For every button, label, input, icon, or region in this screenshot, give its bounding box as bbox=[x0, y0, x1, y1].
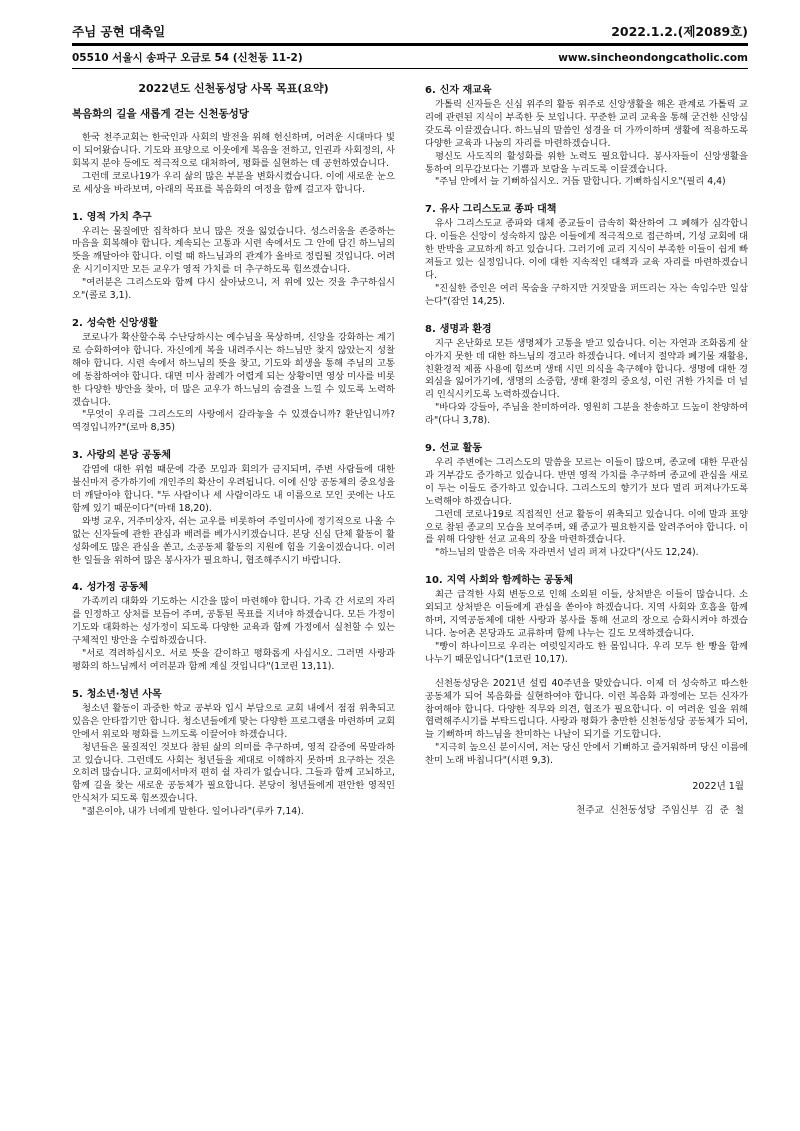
header-address: 05510 서울시 송파구 오금로 54 (신천동 11-2) bbox=[72, 52, 303, 64]
scripture-quote: "진실한 증인은 여러 목숨을 구하지만 거짓말을 퍼뜨리는 자는 속임수만 일삼는다"(잠언 14,25). bbox=[425, 282, 748, 307]
section-paragraph: 평신도 사도직의 활성화를 위한 노력도 필요합니다. 봉사자들이 신앙생활을 통하여 의무감보다는 기쁨과 보람을 누리도록 이끌겠습니다. bbox=[425, 150, 748, 175]
document-title: 2022년도 신천동성당 사목 목표(요약) bbox=[138, 82, 329, 95]
section-heading bbox=[72, 208, 395, 223]
section-6 bbox=[425, 81, 748, 189]
section-2 bbox=[72, 314, 395, 435]
section-number: 3. bbox=[72, 450, 83, 462]
section-10 bbox=[425, 571, 748, 666]
section-title: 유사 그리스도교 종파 대책 bbox=[439, 204, 557, 216]
section-heading bbox=[425, 81, 748, 96]
section-paragraph: 지구 온난화로 모든 생명체가 고통을 받고 있습니다. 이는 자연과 조화롭게 살아가지 못한 데 대한 하느님의 경고라 하겠습니다. 에너지 절약과 폐기물 재활용, 친환경적 제품 사용에 힘쓰며 생태 시민 의식을 촉구해야 합니다. 생명에 대한 경외심을 잃어가기에, 생명의 소중함, 생태 환경의 중요성, 이런 귀한 가치를 더 널리 인식시키도록 노력하겠습니다. bbox=[425, 337, 748, 401]
section-title: 신자 재교육 bbox=[439, 85, 492, 96]
section-paragraph: 유사 그리스도교 종파와 대체 종교들이 급속히 확산하여 그 폐해가 심각합니다. 이들은 신앙이 성숙하지 않은 이들에게 적극적으로 접근하며, 기성 교회에 대한 반박을 교묘하게 하고 있습니다. 그러기에 교리 지식이 부족한 이들이 쉽게 빠져들고 있는 실정입니다. 이에 대한 지속적인 대책과 교육 자리를 마련하겠습니다. bbox=[425, 218, 748, 281]
section-heading bbox=[72, 314, 395, 329]
header-sub bbox=[72, 46, 748, 68]
section-heading bbox=[72, 685, 395, 700]
right-column bbox=[425, 75, 748, 830]
header-website[interactable]: www.sincheondongcatholic.com bbox=[558, 51, 748, 64]
section-paragraph: 우리는 물질에만 집착하다 보니 많은 것을 잃었습니다. 성스러움을 존중하는 마음을 회복해야 합니다. 계속되는 고통과 시련 속에서도 그 안에 담긴 하느님의 뜻을 깨달아야 합니다. 이럴 때 하느님과의 관계가 올바로 정립될 것입니다. 어려운 시기이지만 모든 교우가 영적 가치를 더 추구하도록 힘쓰겠습니다. bbox=[72, 225, 395, 276]
scripture-quote: "젊은이야, 내가 너에게 말한다. 일어나라"(루카 7,14). bbox=[82, 806, 304, 818]
section-paragraph: 가톨릭 신자들은 신심 위주의 활동 위주로 신앙생활을 해온 관계로 가톨릭 교리에 관련된 지식이 부족한 듯 보입니다. 꾸준한 교리 교육을 통해 굳건한 신앙심 갖도록 이끌겠습니다. 하느님의 말씀인 성경을 더 가까이하며 생활에 적용하도록 다양한 교육과 나눔의 자리를 마련하겠습니다. bbox=[425, 99, 748, 149]
section-heading bbox=[72, 578, 395, 593]
content-columns bbox=[72, 75, 748, 830]
section-number: 4. bbox=[72, 582, 83, 594]
section-9 bbox=[425, 439, 748, 560]
section-heading bbox=[425, 320, 748, 335]
section-title: 성가정 공동체 bbox=[86, 582, 149, 594]
section-title: 사랑의 본당 공동체 bbox=[86, 450, 172, 462]
section-title: 성숙한 신앙생활 bbox=[86, 317, 158, 329]
closing-quote: "지극히 높으신 분이시여, 저는 당신 안에서 기뻐하고 즐거워하며 당신 이름에 찬미 노래 바칩니다"(시편 9,3). bbox=[425, 742, 748, 767]
section-7 bbox=[425, 200, 748, 308]
left-column bbox=[72, 75, 395, 830]
section-number: 6. bbox=[425, 85, 436, 96]
closing-signature: 천주교 신천동성당 주임신부 김 준 철 bbox=[576, 805, 744, 817]
scripture-quote: "빵이 하나이므로 우리는 여럿일지라도 한 몸입니다. 우리 모두 한 빵을 함께 나누기 때문입니다"(1코린 10,17). bbox=[425, 640, 748, 665]
section-title: 청소년·청년 사목 bbox=[86, 688, 162, 700]
section-number: 2. bbox=[72, 317, 83, 329]
closing-paragraph: 신천동성당은 2021년 설립 40주년을 맞았습니다. 이제 더 성숙하고 따스한 공동체가 되어 복음화를 실현하여야 합니다. 이런 복음화 과정에는 모든 신자가 참여해야 합니다. 다양한 직무와 의견, 협조가 필요합니다. 이 여려운 일을 위해 협력해주시기를 부탁드립니다. 사랑과 평화가 충만한 신천동성당 공동체가 되어, 늘 기뻐하며 하느님을 찬미하는 나날이 되기를 기도합니다. bbox=[425, 677, 748, 741]
section-paragraph: 그런데 코로나19로 직접적인 선교 활동이 위축되고 있습니다. 이에 말과 표양으로 참된 종교의 모습을 보여주며, 왜 종교가 필요한지를 알려주어야 합니다. 이를 위해 다양한 선교 교육의 장을 마련하겠습니다. bbox=[425, 508, 748, 546]
section-5 bbox=[72, 685, 395, 819]
scripture-quote: "여러분은 그리스도와 함께 다시 살아났으니, 저 위에 있는 것을 추구하십시오"(콜로 3,1). bbox=[72, 277, 395, 302]
section-number: 7. bbox=[425, 204, 436, 216]
section-title: 영적 가치 추구 bbox=[86, 211, 152, 223]
closing-date: 2022년 1월 bbox=[692, 781, 744, 793]
bulletin-page bbox=[72, 22, 748, 830]
intro-section bbox=[72, 132, 395, 197]
section-number: 8. bbox=[425, 323, 436, 335]
section-paragraph: 와병 교우, 거주미상자, 쉬는 교우를 비롯하여 주일미사에 정기적으로 나올 수 없는 신자들에 관한 관심과 배려를 베가시키겠습니다. 본당 신심 단체 활동이 활성화에도 많은 관심을 쏟고, 소공동체 활동의 지원에 힘을 기울이겠습니다. 이러한 일들을 위하여 많은 봉사자가 필요하니, 협조해주시기 바랍니다. bbox=[72, 515, 395, 566]
section-title: 지역 사회와 함께하는 공동체 bbox=[446, 575, 574, 587]
header-issue: 2022.1.2.(제2089호) bbox=[611, 24, 748, 39]
section-paragraph: 청소년 활동이 과중한 학교 공부와 입시 부담으로 교회 내에서 점점 위축되고 있음은 안타깝기만 합니다. 청소년들에게 맞는 다양한 프로그램을 마련하며 교회 안에서 위로와 평화를 느끼도록 이끌어야 하겠습니다. bbox=[72, 702, 395, 740]
scripture-quote: "바다와 강들아, 주님을 찬미하여라. 영원히 그분을 찬송하고 드높이 찬양하여라"(다니 3,78). bbox=[425, 402, 748, 427]
section-heading bbox=[425, 571, 748, 586]
section-paragraph: 감염에 대한 위험 때문에 각종 모임과 회의가 금지되며, 주변 사람들에 대한 불신마저 증가하기에 개인주의 확산이 우려됩니다. 이에 신앙 공동체의 중요성을 더 깨달아야 합니다. "두 사람이나 세 사람이라도 내 이름으로 모인 곳에는 나도 함께 있기 때문이다"(마태 18,20). bbox=[72, 464, 395, 514]
header-top bbox=[72, 22, 748, 43]
section-8 bbox=[425, 320, 748, 428]
section-paragraph: 우리 주변에는 그리스도의 말씀을 모르는 이들이 많으며, 종교에 대한 무관심과 거부감도 증가하고 있습니다. 반면 영적 가치를 추구하며 종교에 관심을 새로이 두는 이들도 증가하고 있습니다. 그리스도의 향기가 보다 멀리 퍼져나가도록 노력해야 하겠습니다. bbox=[425, 457, 748, 507]
header-rule-thin bbox=[72, 68, 748, 69]
section-heading bbox=[425, 439, 748, 454]
section-number: 10. bbox=[425, 575, 443, 587]
section-paragraph: 가족끼리 대화와 기도하는 시간을 많이 마련해야 합니다. 가족 간 서로의 자리를 인정하고 상처를 보듬어 주며, 공통된 목표를 지녀야 하겠습니다. 모든 가정이 기도와 대화하는 성가정이 되도록 다양한 교육과 함께 가정에서 실천할 수 있는 구체적인 방안을 수립하겠습니다. bbox=[72, 596, 395, 647]
section-number: 9. bbox=[425, 443, 436, 455]
section-paragraph: 코로나가 확산할수록 수난당하시는 예수님을 묵상하며, 신앙을 강화하는 계기로 승화하여야 합니다. 자신에게 복을 내려주시는 하느님만 찾지 않았는지 성찰해야 합니다. 시련 속에서 하느님의 뜻을 찾고, 기도와 희생을 통해 주님의 고통에 동참하여야 합니다. 대면 미사 참례가 어렵게 되는 상황이면 영상 미사를 비롯한 다양한 방안을 찾아, 더 많은 교우가 하느님의 숨결을 느낄 수 있도록 노력하겠습니다. bbox=[72, 331, 395, 408]
section-number: 5. bbox=[72, 688, 83, 700]
section-paragraph: 최근 급격한 사회 변동으로 인해 소외된 이들, 상처받은 이들이 많습니다. 소외되고 상처받은 이들에게 관심을 쏟아야 하겠습니다. 지역 사회와 호흡을 함께 하며, 지역공동체에 대한 사랑과 봉사를 통해 선교의 장으로 승화시켜야 하겠습니다. 농어촌 본당과도 교류하며 함께 나누는 길도 모색하겠습니다. bbox=[425, 589, 748, 639]
scripture-quote: "서로 격려하십시오. 서로 뜻을 같이하고 평화롭게 사십시오. 그러면 사랑과 평화의 하느님께서 여러분과 함께 계실 것입니다"(1코린 13,11). bbox=[72, 648, 395, 672]
section-heading bbox=[72, 446, 395, 461]
scripture-quote: "하느님의 말씀은 더욱 자라면서 널리 퍼져 나갔다"(사도 12,24). bbox=[435, 547, 699, 559]
section-number: 1. bbox=[72, 211, 83, 223]
closing-section bbox=[425, 678, 748, 816]
section-1 bbox=[72, 208, 395, 303]
section-heading bbox=[425, 200, 748, 215]
section-4 bbox=[72, 578, 395, 673]
section-title: 선교 활동 bbox=[439, 443, 482, 455]
document-subtitle: 복음화의 길을 새롭게 걷는 신천동성당 bbox=[72, 108, 249, 120]
intro-paragraph: 한국 천주교회는 한국인과 사회의 발전을 위해 헌신하며, 어려운 시대마다 빛이 되어왔습니다. 기도와 표양으로 이웃에게 복음을 전하고, 인권과 사회정의, 사회복지 분야 등에도 적극적으로 대처하여, 평화를 실현하는 데 공헌하였습니다. bbox=[72, 132, 395, 169]
header-feast-title: 주님 공현 대축일 bbox=[72, 24, 166, 39]
scripture-quote: "무엇이 우리를 그리스도의 사랑에서 갈라놓을 수 있겠습니까? 환난입니까? 역경입니까?"(로마 8,35) bbox=[72, 409, 395, 434]
section-3 bbox=[72, 446, 395, 567]
scripture-quote: "주님 안에서 늘 기뻐하십시오. 거듭 말합니다. 기뻐하십시오"(필리 4,4) bbox=[435, 176, 726, 188]
section-paragraph: 청년들은 물질적인 것보다 참된 삶의 의미를 추구하며, 영적 갈증에 목말라하고 있습니다. 그런데도 사회는 청년들을 제대로 이해하지 못하며 요구하는 것은 오히려 많습니다. 교회에서마저 편히 쉴 자리가 없습니다. 그들과 함께 고뇌하고, 함께 길을 찾는 새로운 공동체가 필요합니다. 본당이 청년들에게 편안한 영적인 안식처가 되도록 힘쓰겠습니다. bbox=[72, 741, 395, 805]
section-title: 생명과 환경 bbox=[439, 323, 492, 335]
intro-paragraph: 그런데 코로나19가 우리 삶의 많은 부분을 변화시켰습니다. 이에 새로운 눈으로 세상을 바라보며, 아래의 목표를 복음화의 여정을 함께 걸고자 합니다. bbox=[72, 170, 395, 195]
